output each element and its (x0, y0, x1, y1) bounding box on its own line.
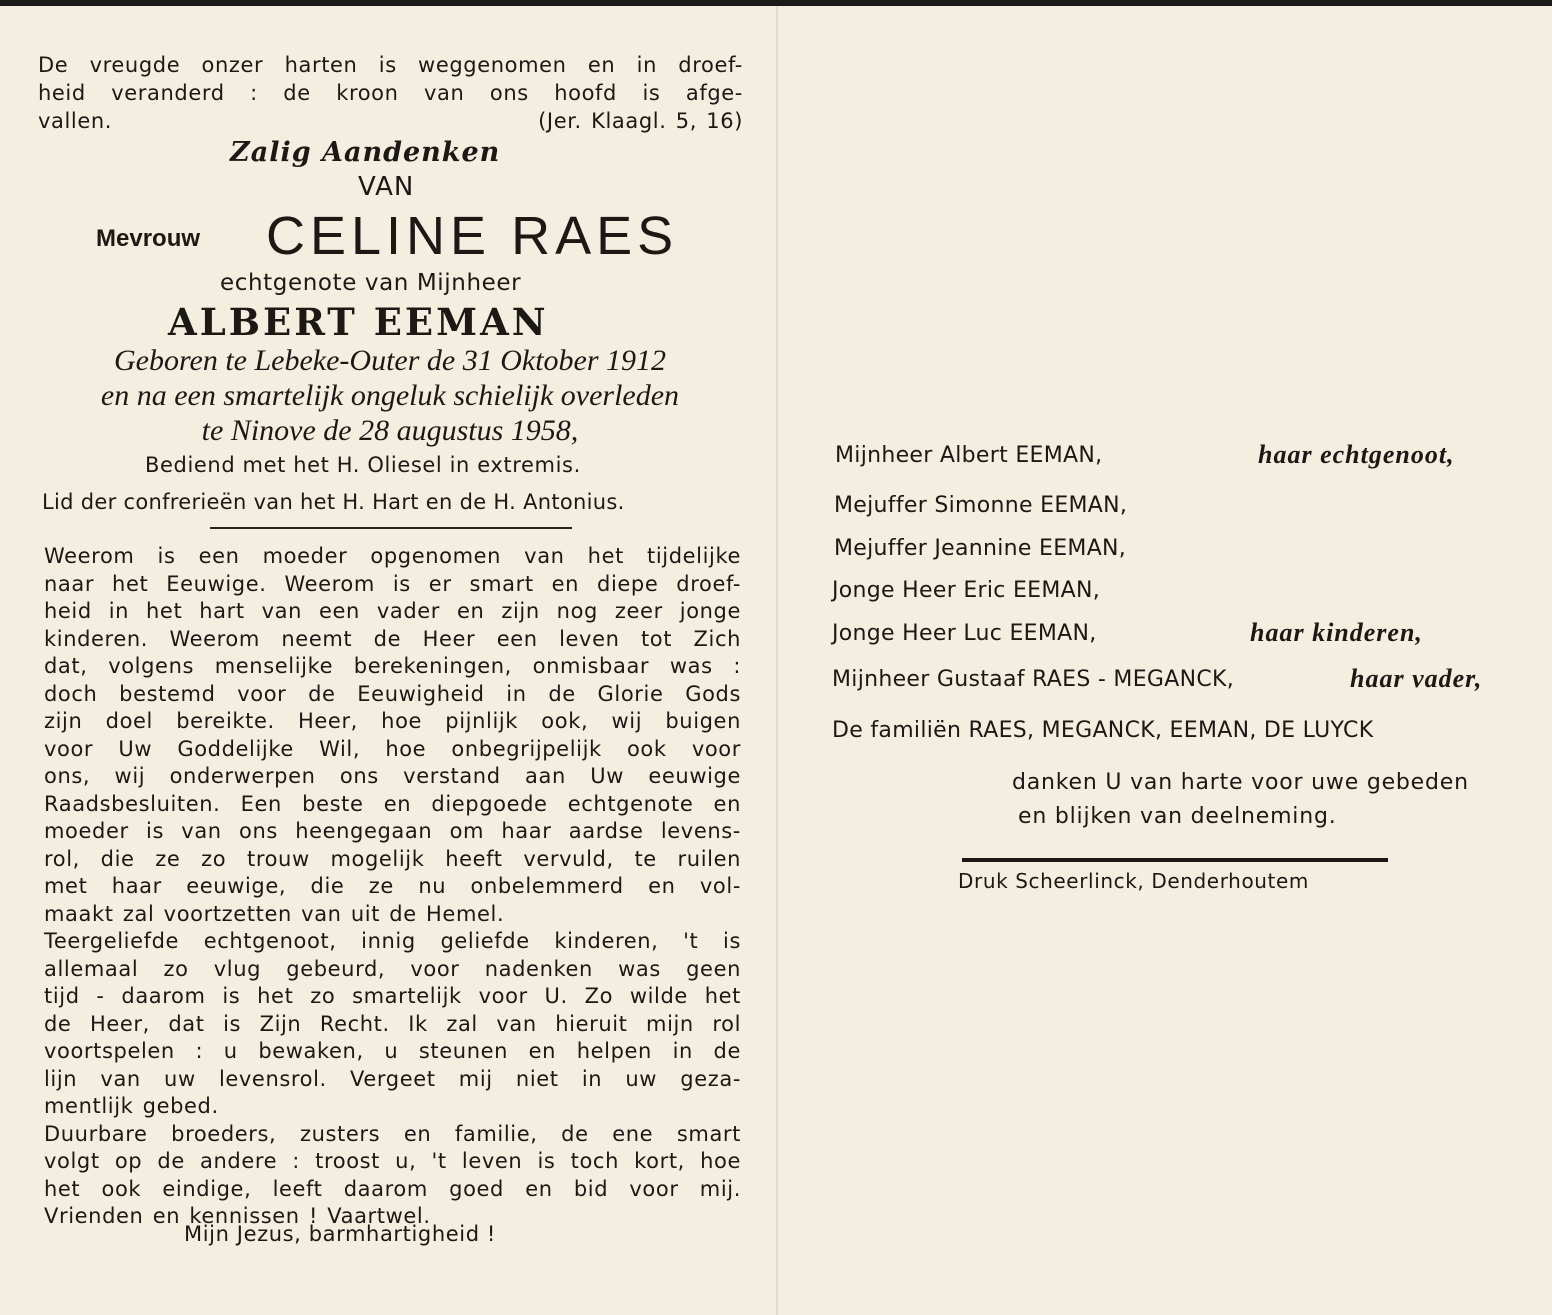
thanks-line: en blijken van deelneming. (1018, 804, 1337, 829)
family-member: De familiën RAES, MEGANCK, EEMAN, DE LUYCK (832, 718, 1374, 743)
relation-label: haar kinderen, (1250, 618, 1423, 647)
memorial-line: dat, volgens menselijke berekeningen, onmisbaar was : (44, 654, 741, 678)
deceased-title: Mevrouw (96, 225, 201, 252)
epigraph-last-line (38, 107, 743, 136)
death-line: en na een smartelijk ongeluk schielijk overleden (100, 379, 680, 412)
memorial-line: Weerom is een moeder opgenomen van het tijdelijke (44, 544, 741, 568)
memorial-line: met haar eeuwige, die ze nu onbelemmerd en vol- (44, 874, 741, 898)
memorial-text (44, 543, 741, 1231)
memorial-line: rol, die ze zo trouw mogelijk heeft vervuld, te ruilen (44, 846, 741, 871)
memorial-line: moeder is van ons heengegaan om haar aardse levens- (44, 819, 741, 843)
family-member: Mijnheer Gustaaf RAES - MEGANCK, (832, 667, 1235, 692)
relation-label: haar vader, (1350, 664, 1483, 693)
death-place-line: te Ninove de 28 augustus 1958, (201, 414, 579, 447)
deceased-name: CELINE RAES (266, 206, 679, 266)
family-member: Mejuffer Simonne EEMAN, (834, 493, 1128, 518)
epigraph-line: De vreugde onzer harten is weggenomen en in droef- (38, 53, 743, 77)
divider (962, 858, 1388, 862)
memorial-line: tijd - daarom is het zo smartelijk voor U. Zo wilde het (44, 984, 741, 1008)
memorial-line: zijn doel bereikte. Heer, hoe pijnlijk ook, wij buigen (44, 709, 741, 733)
heading-script: Zalig Aandenken (230, 137, 501, 168)
spouse-prefix: echtgenote van Mijnheer (220, 270, 522, 296)
memorial-line: ons, wij onderwerpen ons verstand aan Uw eeuwige (44, 764, 741, 788)
birth-line: Geboren te Lebeke-Outer de 31 Oktober 1912 (113, 344, 667, 377)
family-member: Mijnheer Albert EEMAN, (835, 443, 1103, 468)
epigraph-line: heid veranderd : de kroon van ons hoofd is afge- (38, 80, 743, 105)
memorial-line: maakt zal voortzetten van uit de Hemel. (44, 901, 505, 926)
card-fold (776, 6, 778, 1315)
printer-credit: Druk Scheerlinck, Denderhoutem (958, 869, 1309, 893)
thanks-line: danken U van harte voor uwe gebeden (1012, 770, 1469, 795)
memorial-line: doch bestemd voor de Eeuwigheid in de Glorie Gods (44, 681, 741, 706)
memorial-line: voor Uw Goddelijke Wil, hoe onbegrijpelijk ook voor (44, 736, 741, 761)
memorial-line: voortspelen : u bewaken, u steunen en helpen in de (44, 1039, 741, 1063)
spouse-name: ALBERT EEMAN (168, 300, 549, 344)
divider (210, 527, 572, 529)
memorial-line: de Heer, dat is Zijn Recht. Ik zal van hieruit mijn rol (44, 1011, 741, 1036)
sacrament-line: Bediend met het H. Oliesel in extremis. (145, 453, 581, 477)
confraternity-line: Lid der confrerieën van het H. Hart en de H. Antonius. (42, 490, 625, 514)
memorial-line: allemaal zo vlug gebeurd, voor nadenken was geen (44, 956, 741, 981)
scripture-reference: (Jer. Klaagl. 5, 16) (538, 109, 743, 133)
family-member: Mejuffer Jeannine EEMAN, (834, 536, 1127, 561)
closing-prayer: Mijn Jezus, barmhartigheid ! (184, 1222, 496, 1246)
memorial-line: Raadsbesluiten. Een beste en diepgoede echtgenote en (44, 791, 741, 816)
memorial-line: heid in het hart van een vader en zijn nog zeer jonge (44, 599, 741, 623)
memorial-line: mentlijk gebed. (44, 1094, 219, 1118)
memorial-line: Vrienden en kennissen ! Vaartwel. (44, 1204, 431, 1228)
heading-van: VAN (358, 172, 415, 202)
memorial-line: Teergeliefde echtgenoot, innig geliefde kinderen, 't is (44, 929, 741, 953)
family-member: Jonge Heer Eric EEMAN, (832, 578, 1101, 603)
memorial-line: naar het Eeuwige. Weerom is er smart en diepe droef- (44, 571, 741, 596)
memorial-line: volgt op de andere : troost u, 't leven is toch kort, hoe (44, 1149, 741, 1173)
epigraph-line: vallen. (38, 109, 113, 133)
relation-label: haar echtgenoot, (1258, 440, 1455, 469)
family-member: Jonge Heer Luc EEMAN, (832, 621, 1097, 646)
memorial-line: het ook eindige, leeft daarom goed en bid voor mij. (44, 1176, 741, 1201)
epigraph (38, 52, 743, 136)
memorial-line: lijn van uw levensrol. Vergeet mij niet in uw geza- (44, 1066, 741, 1091)
memorial-line: kinderen. Weerom neemt de Heer een leven tot Zich (44, 626, 741, 651)
memorial-line: Duurbare broeders, zusters en familie, de ene smart (44, 1121, 741, 1146)
